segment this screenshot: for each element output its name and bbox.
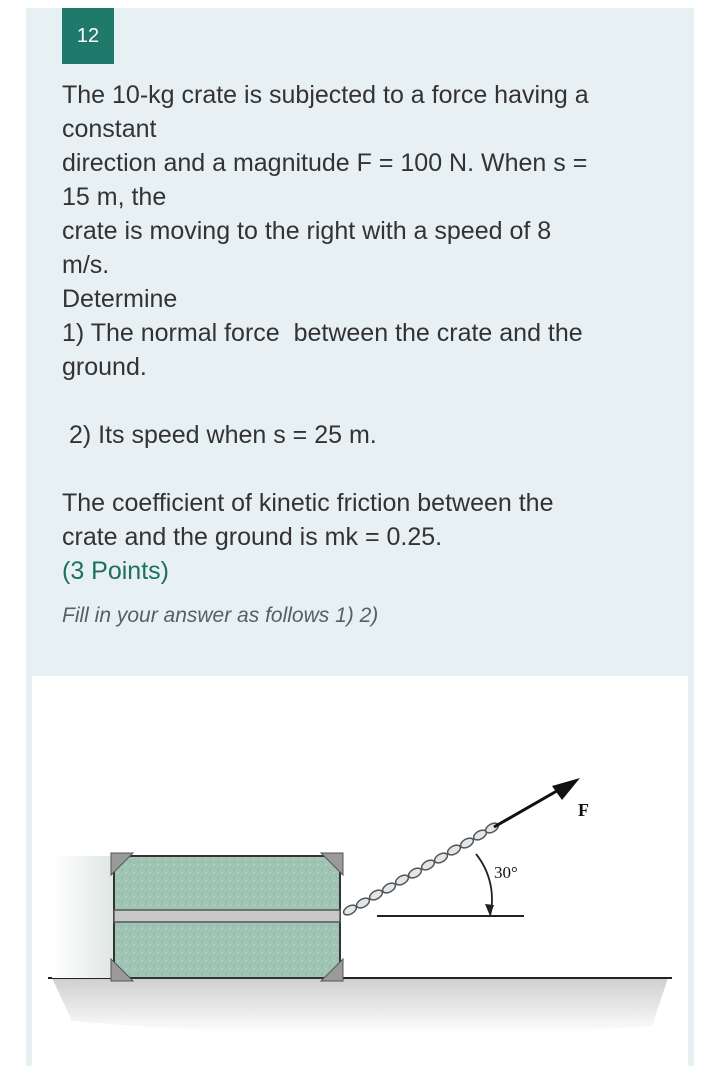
motion-shadow bbox=[52, 856, 114, 978]
question-part-2: 2) Its speed when s = 25 m. bbox=[62, 421, 377, 449]
points-label: (3 Points) bbox=[62, 557, 169, 585]
question-card bbox=[26, 8, 694, 1066]
crate-figure bbox=[32, 676, 688, 1066]
force-arrow-head bbox=[552, 778, 580, 800]
question-number-badge: 12 bbox=[62, 8, 114, 64]
friction-line: crate and the ground is mk = 0.25. bbox=[62, 523, 443, 551]
crate bbox=[111, 853, 343, 981]
question-line: Determine bbox=[62, 285, 178, 313]
spacer bbox=[62, 384, 662, 418]
angle-arc-arrow bbox=[485, 904, 494, 916]
question-line: crate is moving to the right with a speed of 8 bbox=[62, 217, 552, 245]
force-label: F bbox=[578, 800, 589, 820]
spacer bbox=[62, 452, 662, 486]
question-line: ground. bbox=[62, 353, 147, 381]
force-arrow-shaft bbox=[494, 788, 562, 827]
angle-label: 30° bbox=[494, 863, 518, 882]
question-text bbox=[62, 78, 662, 588]
question-line: m/s. bbox=[62, 251, 110, 279]
question-line: 1) The normal force between the crate and the bbox=[62, 319, 583, 347]
question-line: constant bbox=[62, 115, 157, 143]
friction-line: The coefficient of kinetic friction between the bbox=[62, 489, 554, 517]
ground-shading bbox=[52, 978, 668, 1035]
question-line: The 10-kg crate is subjected to a force having a bbox=[62, 81, 589, 109]
chain bbox=[342, 821, 500, 917]
answer-hint: Fill in your answer as follows 1) 2) bbox=[62, 604, 379, 627]
question-line: direction and a magnitude F = 100 N. When s = bbox=[62, 149, 588, 177]
crate-diagram bbox=[32, 676, 688, 1066]
question-line: 15 m, the bbox=[62, 183, 167, 211]
